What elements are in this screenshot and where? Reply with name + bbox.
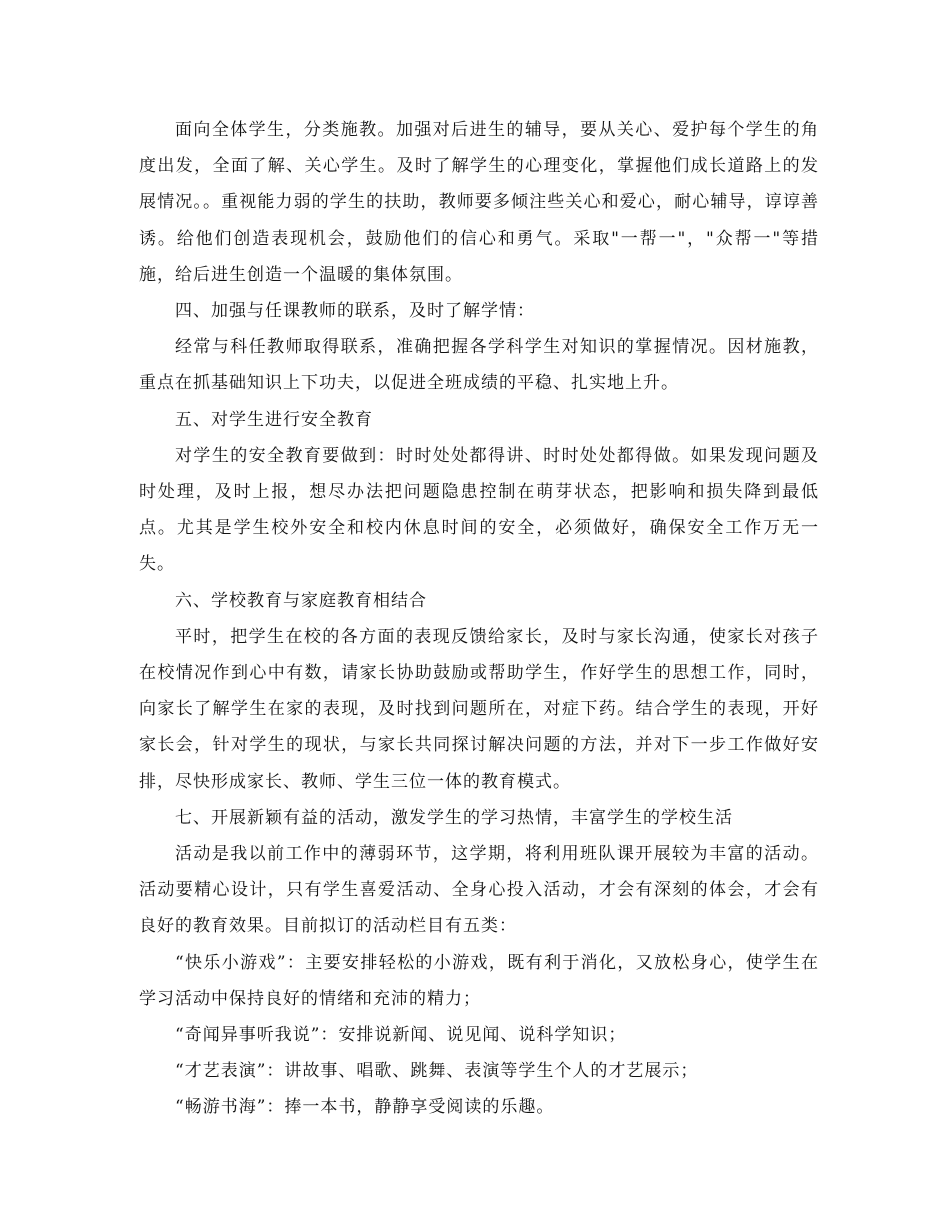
heading-section-6: 六、学校教育与家庭教育相结合 bbox=[175, 590, 427, 611]
paragraph-home-school: 平时，把学生在校的各方面的表现反馈给家长，及时与家长沟通，使家长对孩子在校情况作到心中有数，请家长协助鼓励或帮助学生，作好学生的思想工作，同时，向家长了解学生在家的表现，及时找到问题所在，对症下药。结合学生的表现，开好家长会，针对学生的现状，与家长共同探讨解决问题的方法，并对下一步工作做好安排，尽快形成家长、教师、学生三位一体的教育模式。 bbox=[139, 626, 819, 792]
heading-section-5: 五、对学生进行安全教育 bbox=[175, 409, 373, 430]
list-item-talent-show: “才艺表演”：讲故事、唱歌、跳舞、表演等学生个人的才艺展示； bbox=[175, 1061, 699, 1082]
paragraph-activities-intro: 活动是我以前工作中的薄弱环节，这学期，将利用班队课开展较为丰富的活动。活动要精心设计，只有学生喜爱活动、全身心投入活动，才会有深刻的体会，才会有良好的教育效果。目前拟订的活动栏目有五类： bbox=[139, 844, 819, 937]
heading-section-4: 四、加强与任课教师的联系，及时了解学情： bbox=[175, 301, 535, 322]
list-item-news-sharing: “奇闻异事听我说”：安排说新闻、说见闻、说科学知识； bbox=[175, 1025, 627, 1046]
paragraph-help-students: 面向全体学生，分类施教。加强对后进生的辅导，要从关心、爱护每个学生的角度出发，全面了解、关心学生。及时了解学生的心理变化，掌握他们成长道路上的发展情况。。重视能力弱的学生的扶助，教师要多倾注些关心和爱心，耐心辅导，谆谆善诱。给他们创造表现机会，鼓励他们的信心和勇气。采取"一帮一"，"众帮一"等措施，给后进生创造一个温暖的集体氛围。 bbox=[139, 120, 819, 285]
list-item-happy-games: “快乐小游戏”：主要安排轻松的小游戏，既有利于消化，又放松身心，使学生在学习活动中保持良好的情绪和充沛的精力； bbox=[139, 952, 819, 1009]
paragraph-safety-education: 对学生的安全教育要做到：时时处处都得讲、时时处处都得做。如果发现问题及时处理，及时上报，想尽办法把问题隐患控制在萌芽状态，把影响和损失降到最低点。尤其是学生校外安全和校内休息时间的安全，必须做好，确保安全工作万无一失。 bbox=[139, 445, 819, 575]
list-item-reading: “畅游书海”：捧一本书，静静享受阅读的乐趣。 bbox=[175, 1097, 555, 1118]
paragraph-teacher-contact: 经常与科任教师取得联系，准确把握各学科学生对知识的掌握情况。因材施教，重点在抓基础知识上下功夫，以促进全班成绩的平稳、扎实地上升。 bbox=[139, 337, 819, 394]
heading-section-7: 七、开展新颖有益的活动，激发学生的学习热情，丰富学生的学校生活 bbox=[175, 807, 733, 828]
document-body bbox=[139, 112, 819, 1126]
